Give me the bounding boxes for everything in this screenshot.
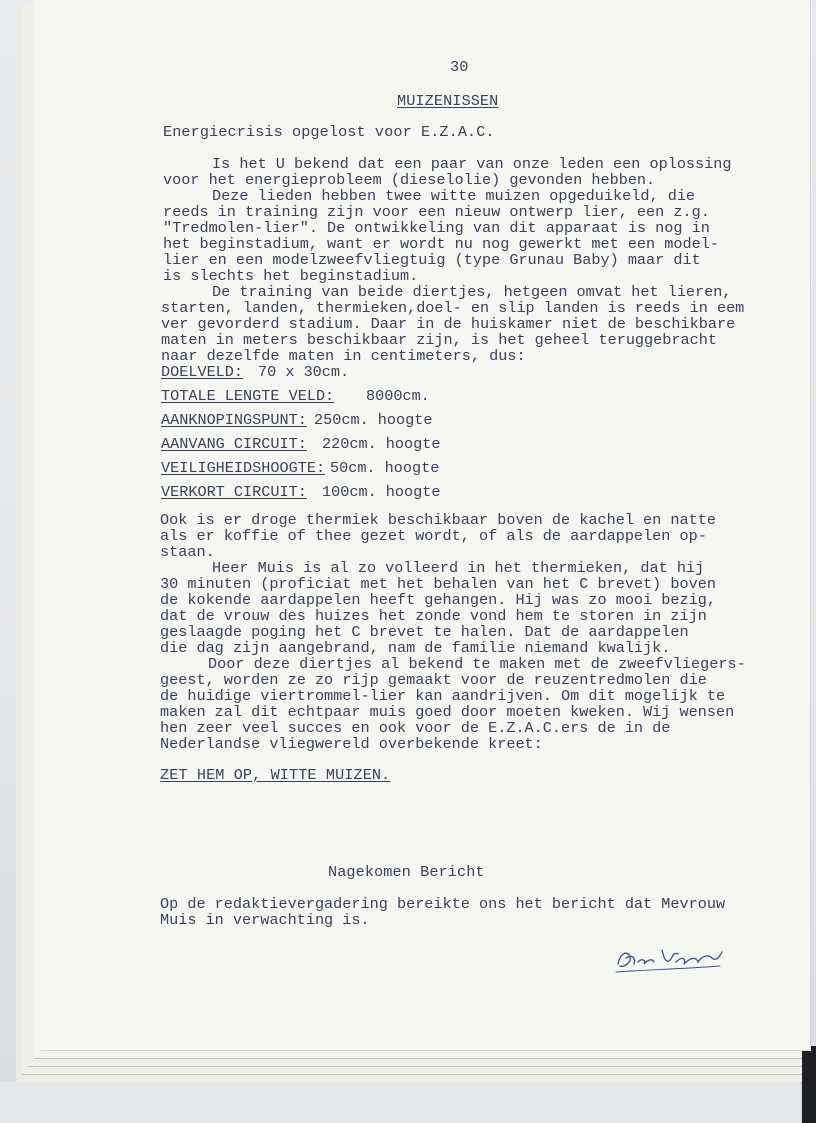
- spec-label: VEILIGHEIDSHOOGTE:: [161, 459, 326, 477]
- handwritten-signature: [612, 936, 724, 976]
- spec-label: DOELVELD:: [161, 363, 244, 381]
- body-line: de huidige viertrommel-lier kan aandrijven. Om dit mogelijk te: [160, 687, 726, 705]
- body-line: Heer Muis is al zo volleerd in het thermieken, dat hij: [212, 559, 705, 577]
- body-line: voor het energieprobleem (dieselolie) gevonden hebben.: [163, 171, 656, 189]
- body-line: Op de redaktievergadering bereikte ons het bericht dat Mevrouw: [160, 895, 726, 913]
- body-line: ver gevorderd stadium. Daar in de huiskamer niet de beschikbare: [161, 315, 736, 333]
- body-line: starten, landen, thermieken,doel- en slip landen is reeds in eem: [161, 299, 745, 317]
- body-line: als er koffie of thee gezet wordt, of als de aardappelen op-: [160, 527, 707, 545]
- body-line: maten in meters beschikbaar zijn, is het geheel teruggebracht: [161, 331, 717, 349]
- scan-bottom-strip: [0, 1082, 800, 1123]
- body-line: hen zeer veel succes en ook voor de E.Z.A.C.ers de in de: [160, 719, 671, 737]
- body-line: Ook is er droge thermiek beschikbaar boven de kachel en natte: [160, 511, 716, 529]
- body-line: "Tredmolen-lier". De ontwikkeling van dit apparaat is nog in: [163, 219, 710, 237]
- body-line: die dag zijn aangebrand, nam de familie niemand kwalijk.: [160, 639, 671, 657]
- body-line: Nederlandse vliegwereld overbekende kreet:: [160, 735, 543, 753]
- spec-value: 8000cm.: [366, 387, 430, 405]
- spec-value: 250cm. hoogte: [314, 411, 433, 429]
- body-line: lier en een modelzweefvliegtuig (type Grunau Baby) maar dit: [163, 251, 701, 269]
- spec-label: VERKORT CIRCUIT:: [161, 483, 307, 501]
- body-line: de kokende aardappelen heeft gehangen. Hij was zo mooi bezig,: [160, 591, 716, 609]
- spec-label: AANKNOPINGSPUNT:: [161, 411, 307, 429]
- spec-value: 220cm. hoogte: [322, 435, 441, 453]
- spec-label: TOTALE LENGTE VELD:: [161, 387, 335, 405]
- slogan: ZET HEM OP, WITTE MUIZEN.: [160, 766, 391, 784]
- body-line: Door deze diertjes al bekend te maken met de zweefvliegers-: [208, 655, 746, 673]
- body-line: Muis in verwachting is.: [160, 911, 370, 929]
- body-line: reeds in training zijn voor een nieuw ontwerp lier, een z.g.: [163, 203, 710, 221]
- body-line: 30 minuten (proficiat met het behalen van het C brevet) boven: [160, 575, 716, 593]
- body-line: Deze lieden hebben twee witte muizen opgeduikeld, die: [212, 187, 696, 205]
- article-subtitle: Energiecrisis opgelost voor E.Z.A.C.: [163, 123, 495, 141]
- body-line: De training van beide diertjes, hetgeen omvat het lieren,: [212, 283, 732, 301]
- spec-value: 100cm. hoogte: [322, 483, 441, 501]
- body-line: is slechts het beginstadium.: [163, 267, 419, 285]
- late-news-title: Nagekomen Bericht: [328, 863, 485, 881]
- body-line: geest, worden ze zo rijp gemaakt voor de reuzentredmolen die: [160, 671, 707, 689]
- body-line: maken zal dit echtpaar muis goed door moeten kweken. Wij wensen: [160, 703, 735, 721]
- body-line: Is het U bekend dat een paar van onze leden een oplossing: [212, 155, 732, 173]
- scanner-dark-edge: [802, 1046, 816, 1123]
- spec-value: 70 x 30cm.: [258, 363, 350, 381]
- body-line: naar dezelfde maten in centimeters, dus:: [161, 347, 526, 365]
- page-title: MUIZENISSEN: [397, 92, 499, 110]
- body-line: geslaagde poging het C brevet te halen. Dat de aardappelen: [160, 623, 689, 641]
- body-line: het beginstadium, want er wordt nu nog gewerkt met een model-: [163, 235, 719, 253]
- spec-label: AANVANG CIRCUIT:: [161, 435, 307, 453]
- body-line: dat de vrouw des huizes het zonde vond hem te storen in zijn: [160, 607, 707, 625]
- spec-value: 50cm. hoogte: [330, 459, 440, 477]
- page-number: 30: [450, 58, 469, 76]
- body-line: staan.: [160, 543, 215, 561]
